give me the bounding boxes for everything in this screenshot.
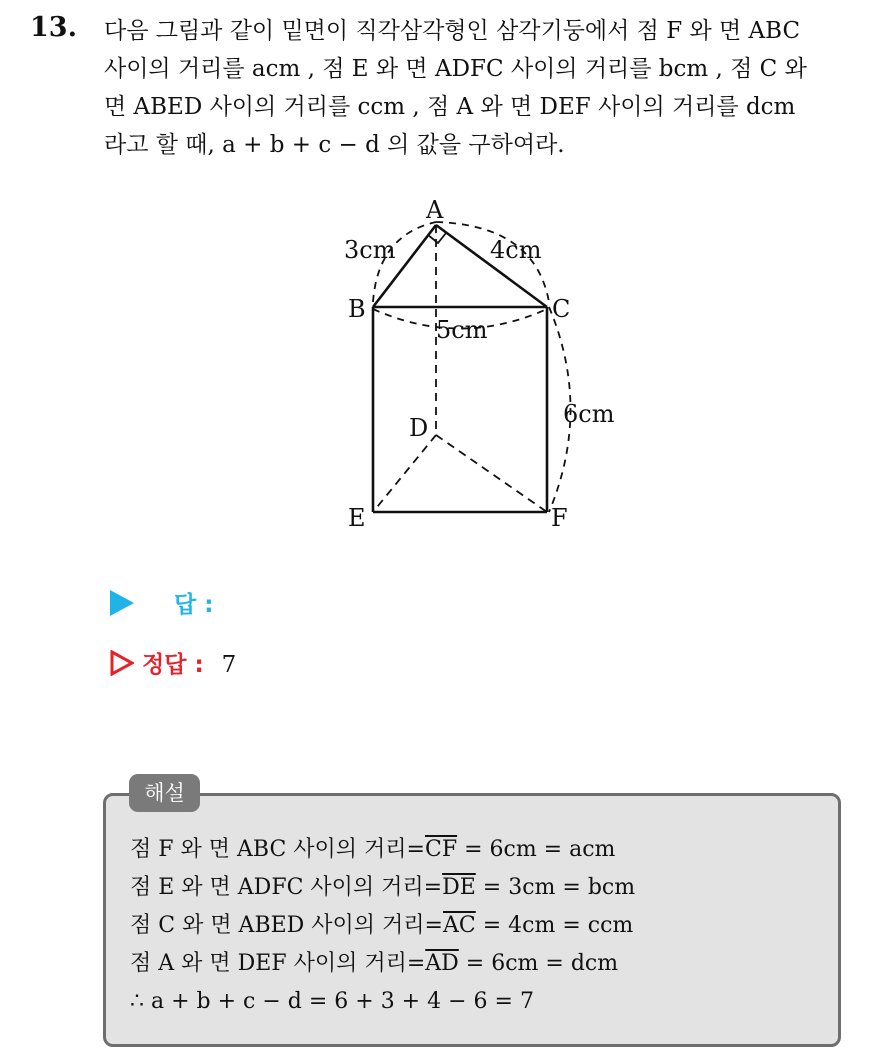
vertex-label-b: B — [348, 295, 366, 323]
hidden-edge-de — [373, 435, 436, 512]
vertex-label-a: A — [426, 196, 444, 224]
outline-triangle-icon — [110, 650, 134, 676]
solution-line — [130, 907, 635, 945]
solution-line-text: 점 F 와 면 ABC 사이의 거리= — [130, 837, 425, 862]
answer-label: 답 : — [174, 592, 214, 618]
solution-line — [130, 945, 635, 983]
correct-answer-label: 정답 : — [142, 652, 204, 678]
vertex-label-f: F — [551, 504, 568, 532]
solution-line — [130, 831, 635, 869]
question-number: 13. — [30, 12, 77, 43]
solution-line-result: = 6cm = dcm — [458, 951, 619, 976]
solution-tab: 해설 — [129, 774, 200, 812]
solution-line-result: = 6cm = acm — [457, 837, 616, 862]
length-label-bc: 5cm — [436, 316, 488, 344]
solution-line-text: 점 A 와 면 DEF 사이의 거리= — [130, 951, 426, 976]
answer-row — [110, 586, 213, 619]
solution-conclusion: ∴ a + b + c − d = 6 + 3 + 4 − 6 = 7 — [130, 989, 534, 1014]
segment-ad: $\overline{AD}$ — [425, 951, 459, 976]
solution-line — [130, 869, 635, 907]
solution-line-result: = 3cm = bcm — [475, 875, 636, 900]
length-label-cf: 6cm — [563, 400, 615, 428]
correct-answer-value: 7 — [221, 652, 237, 678]
solution-line-result: = 4cm = ccm — [475, 913, 634, 938]
segment-de: $\overline{DE}$ — [442, 875, 476, 900]
question-line: 라고 할 때, a + b + c − d 의 값을 구하여라. — [104, 132, 565, 158]
question-text — [104, 12, 869, 164]
vertex-label-e: E — [348, 504, 366, 532]
solution-lines — [130, 831, 635, 1021]
right-angle-mark — [428, 233, 446, 243]
hidden-edge-df — [436, 435, 547, 512]
length-label-ab: 3cm — [344, 236, 396, 264]
play-triangle-icon — [110, 590, 134, 616]
correct-answer-row — [110, 646, 236, 679]
segment-cf: $\overline{CF}$ — [424, 837, 458, 862]
question-line: 사이의 거리를 acm , 점 E 와 면 ADFC 사이의 거리를 bcm , 점 C 와 — [104, 56, 807, 82]
vertex-label-d: D — [409, 414, 429, 442]
triangular-prism-figure — [330, 190, 640, 540]
segment-ac: $\overline{AC}$ — [443, 913, 476, 938]
solution-line-text: 점 C 와 면 ABED 사이의 거리= — [130, 913, 443, 938]
length-label-ac: 4cm — [490, 236, 542, 264]
question-line: 다음 그림과 같이 밑면이 직각삼각형인 삼각기둥에서 점 F 와 면 ABC — [104, 18, 801, 44]
vertex-label-c: C — [552, 295, 571, 323]
question-line: 면 ABED 사이의 거리를 ccm , 점 A 와 면 DEF 사이의 거리를 dcm — [104, 94, 796, 120]
solution-line-text: 점 E 와 면 ADFC 사이의 거리= — [130, 875, 443, 900]
